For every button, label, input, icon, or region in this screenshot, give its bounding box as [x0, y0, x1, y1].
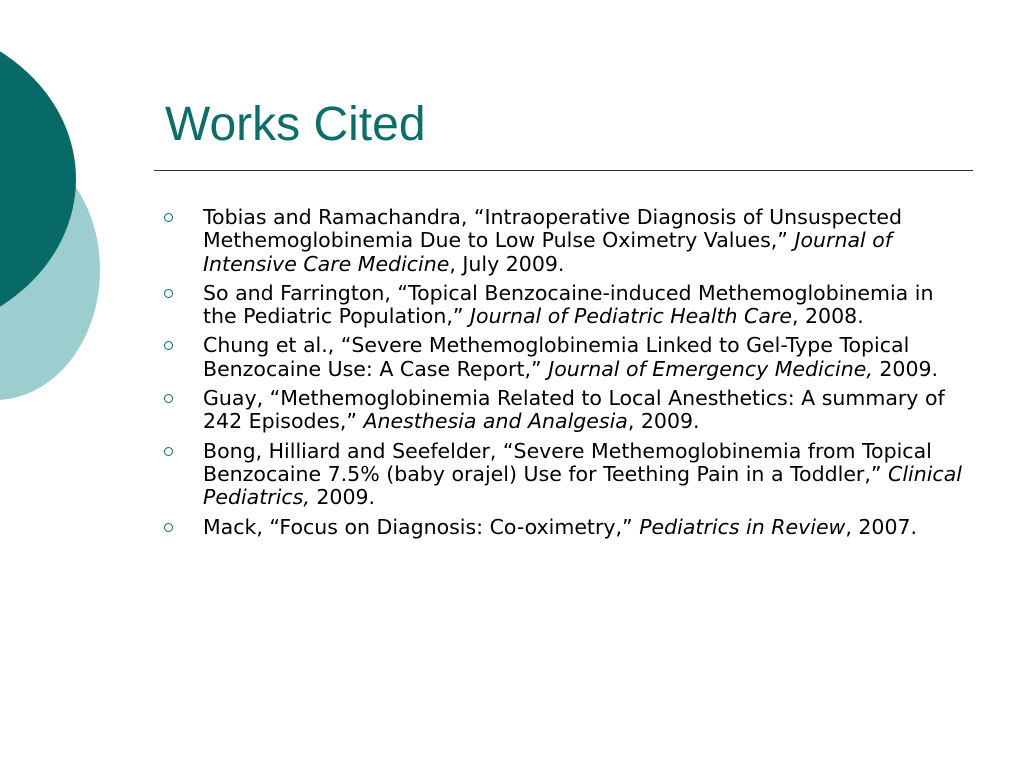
reference-item: [162, 282, 962, 329]
reference-text: Chung et al., “Severe Methemoglobinemia Linked to Gel-Type Topical Benzocaine Use: A Case Report,”: [203, 333, 910, 381]
reference-item: [162, 516, 962, 539]
reference-date: , 2009.: [627, 409, 700, 434]
reference-text: Tobias and Ramachandra, “Intraoperative Diagnosis of Unsuspected Methemoglobinemia Due to Low Pulse Oximetry Values,”: [203, 205, 903, 253]
journal-name: Journal of Pediatric Health Care: [469, 304, 792, 329]
reference-date: , July 2009.: [449, 251, 565, 276]
reference-date: 2009.: [872, 356, 939, 381]
reference-text: Bong, Hilliard and Seefelder, “Severe Methemoglobinemia from Topical Benzocaine 7.5% (baby orajel) Use for Teething Pain in a Toddler,”: [203, 438, 932, 486]
title-divider: [154, 170, 973, 171]
reference-item: [162, 334, 962, 381]
reference-item: [162, 440, 962, 510]
hollow-circle-bullet-icon: [164, 394, 173, 403]
references-list: [162, 206, 962, 545]
journal-name: Pediatrics in Review: [639, 514, 846, 539]
journal-name: Journal of Intensive Care Medicine: [203, 228, 892, 276]
journal-name: Clinical Pediatrics,: [203, 461, 962, 510]
reference-date: , 2008.: [791, 304, 864, 329]
reference-text: So and Farrington, “Topical Benzocaine-induced Methemoglobinemia in the Pediatric Population,”: [203, 280, 934, 329]
reference-item: [162, 206, 962, 276]
journal-name: Anesthesia and Analgesia: [363, 409, 628, 434]
reference-date: , 2007.: [845, 514, 918, 539]
reference-text: Guay, “Methemoglobinemia Related to Local Anesthetics: A summary of 242 Episodes,”: [203, 386, 945, 434]
hollow-circle-bullet-icon: [164, 289, 173, 298]
journal-name: Journal of Emergency Medicine,: [548, 356, 873, 381]
hollow-circle-bullet-icon: [164, 523, 173, 532]
slide-title: Works Cited: [165, 98, 426, 151]
reference-date: 2009.: [309, 485, 376, 510]
hollow-circle-bullet-icon: [164, 341, 173, 350]
reference-item: [162, 387, 962, 434]
hollow-circle-bullet-icon: [164, 213, 173, 222]
reference-text: Mack, “Focus on Diagnosis: Co-oximetry,”: [203, 514, 640, 539]
hollow-circle-bullet-icon: [164, 447, 173, 456]
